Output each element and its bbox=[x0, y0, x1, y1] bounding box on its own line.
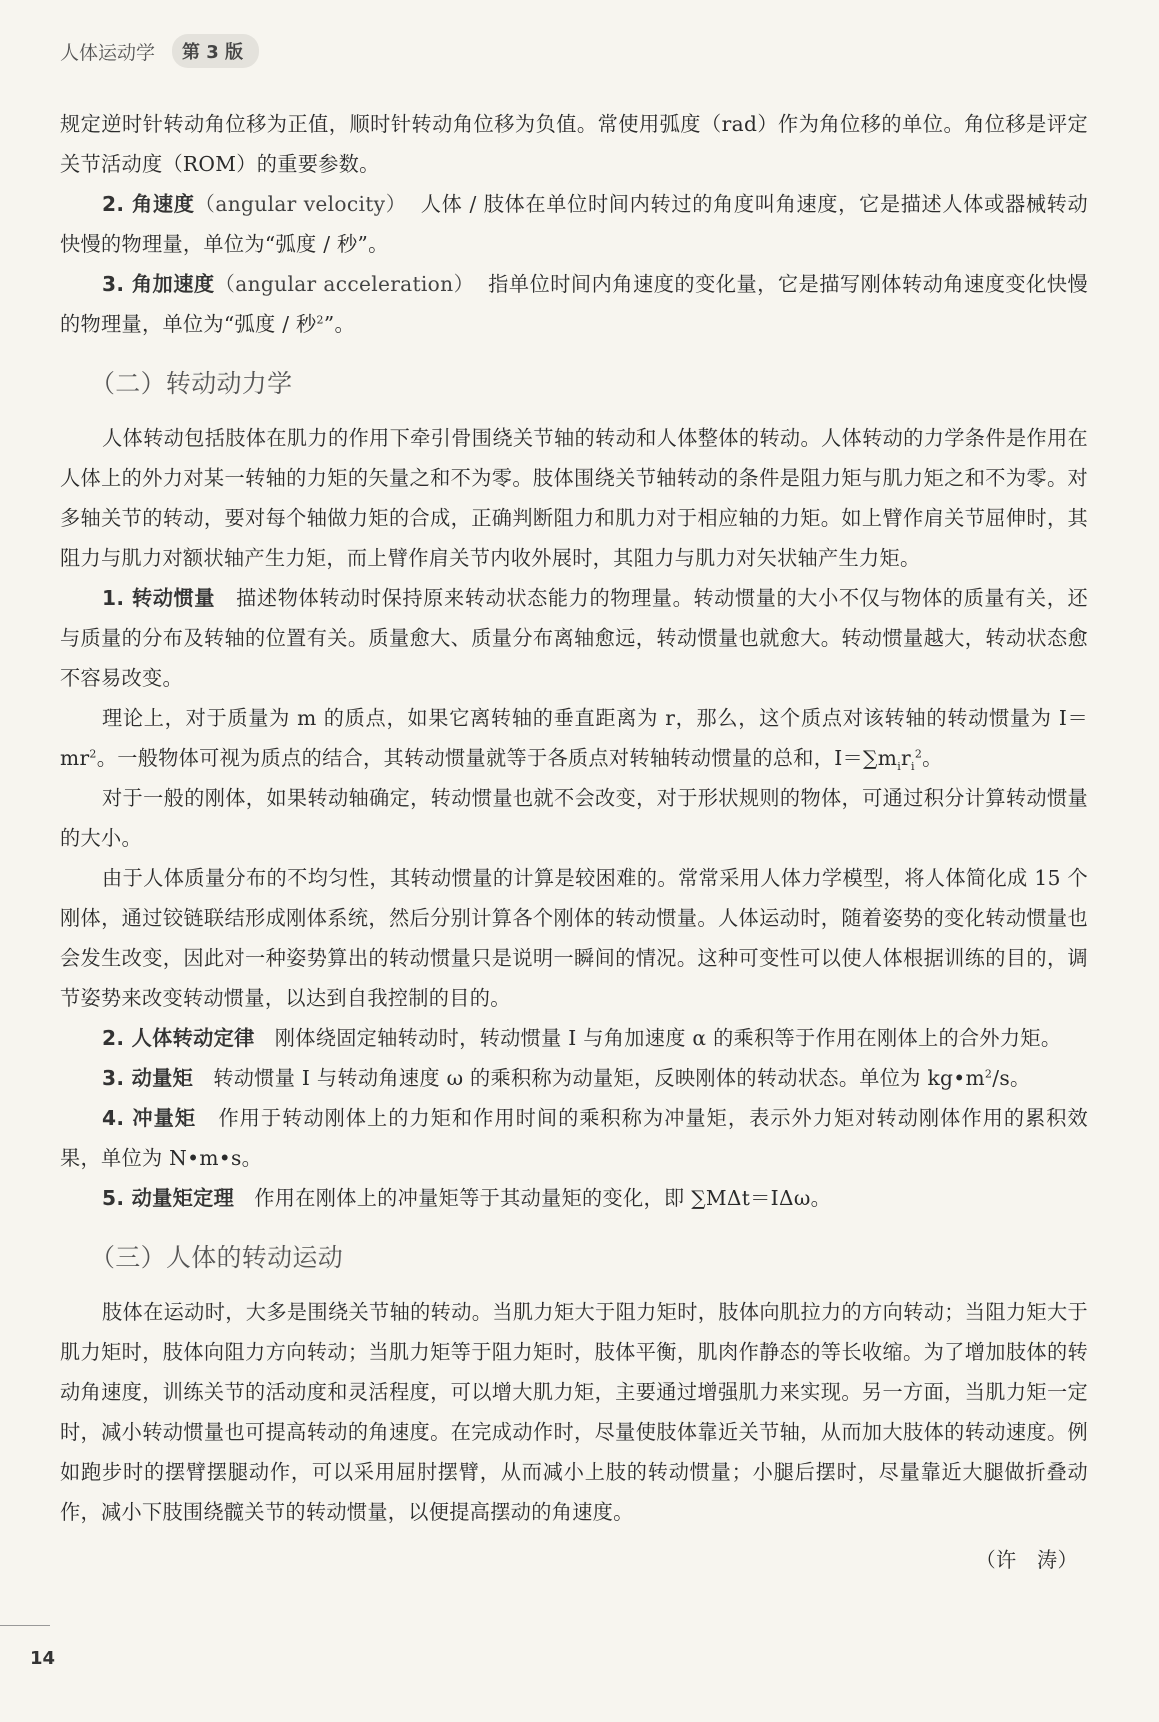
paragraph: 对于一般的刚体，如果转动轴确定，转动惯量也就不会改变，对于形状规则的物体，可通过积分计算转动惯量的大小。 bbox=[60, 786, 1088, 850]
term-heading: 3. 角加速度 bbox=[102, 272, 215, 296]
paragraph-rotation-law: 2. 人体转动定律 刚体绕固定轴转动时，转动惯量 I 与角加速度 α 的乘积等于作用在刚体上的合外力矩。 bbox=[102, 1026, 1062, 1050]
term-heading: 4. 冲量矩 bbox=[102, 1106, 197, 1130]
page-body bbox=[60, 104, 1088, 1580]
term-english: （angular acceleration） bbox=[214, 272, 475, 296]
footer-divider bbox=[0, 1625, 50, 1626]
paragraph-angular-acceleration: 3. 角加速度（angular acceleration） 指单位时间内角速度的变化量，它是描写刚体转动角速度变化快慢的物理量，单位为“弧度 / 秒$^2$”。 bbox=[60, 272, 1088, 336]
term-heading: 1. 转动惯量 bbox=[102, 586, 216, 610]
paragraph: 规定逆时针转动角位移为正值，顺时针转动角位移为负值。常使用弧度（rad）作为角位移的单位。角位移是评定关节活动度（ROM）的重要参数。 bbox=[60, 112, 1088, 176]
paragraph: 人体转动包括肢体在肌力的作用下牵引骨围绕关节轴的转动和人体整体的转动。人体转动的力学条件是作用在人体上的外力对某一转轴的力矩的矢量之和不为零。肢体围绕关节轴转动的条件是阻力矩与肌力矩之和不为零。对多轴关节的转动，要对每个轴做力矩的合成，正确判断阻力和肌力对于相应轴的力矩。如上臂作肩关节屈伸时，其阻力与肌力对额状轴产生力矩，而上臂作肩关节内收外展时，其阻力与肌力对矢状轴产生力矩。 bbox=[60, 426, 1088, 570]
section-heading-rotational-dynamics: （二）转动动力学 bbox=[90, 369, 293, 398]
paragraph-angular-velocity: 2. 角速度（angular velocity） 人体 / 肢体在单位时间内转过的角度叫角速度，它是描述人体或器械转动快慢的物理量，单位为“弧度 / 秒”。 bbox=[60, 192, 1089, 256]
paragraph-angular-impulse: 4. 冲量矩 作用于转动刚体上的力矩和作用时间的乘积称为冲量矩，表示外力矩对转动刚体作用的累积效果，单位为 N•m•s。 bbox=[60, 1106, 1088, 1170]
page-number: 14 bbox=[30, 1648, 56, 1669]
paragraph-momentum-theorem: 5. 动量矩定理 作用在刚体上的冲量矩等于其动量矩的变化，即 ∑MΔt＝IΔω。 bbox=[102, 1186, 832, 1210]
term-heading: 3. 动量矩 bbox=[102, 1066, 194, 1090]
paragraph: 肢体在运动时，大多是围绕关节轴的转动。当肌力矩大于阻力矩时，肢体向肌拉力的方向转动；当阻力矩大于肌力矩时，肢体向阻力方向转动；当肌力矩等于阻力矩时，肢体平衡，肌肉作静态的等长收缩。为了增加肢体的转动角速度，训练关节的活动度和灵活程度，可以增大肌力矩，主要通过增强肌力来实现。另一方面，当肌力矩一定时，减小转动惯量也可提高转动的角速度。在完成动作时，尽量使肢体靠近关节轴，从而加大肢体的转动速度。例如跑步时的摆臂摆腿动作，可以采用屈肘摆臂，从而减小上肢的转动惯量；小腿后摆时，尽量靠近大腿做折叠动作，减小下肢围绕髋关节的转动惯量，以便提高摆动的角速度。 bbox=[60, 1300, 1088, 1524]
author-credit: （许 涛） bbox=[975, 1548, 1078, 1572]
paragraph-formula: 理论上，对于质量为 m 的质点，如果它离转轴的垂直距离为 r，那么，这个质点对该转轴的转动惯量为 $I=mr^2$。一般物体可视为质点的结合，其转动惯量就等于各质点对转轴转动惯量的总和，$I=\sum m_ir_i^2$。 bbox=[60, 706, 1088, 774]
section-heading-rotational-motion: （三）人体的转动运动 bbox=[90, 1243, 344, 1272]
term-heading: 2. 人体转动定律 bbox=[102, 1026, 255, 1050]
book-title: 人体运动学 bbox=[60, 42, 156, 64]
paragraph: 由于人体质量分布的不均匀性，其转动惯量的计算是较困难的。常常采用人体力学模型，将人体简化成 15 个刚体，通过铰链联结形成刚体系统，然后分别计算各个刚体的转动惯量。人体运动时，随着姿势的变化转动惯量也会发生改变，因此对一种姿势算出的转动惯量只是说明一瞬间的情况。这种可变性可以使人体根据训练的目的，调节姿势来改变转动惯量，以达到自我控制的目的。 bbox=[60, 866, 1088, 1010]
paragraph-moment-of-inertia: 1. 转动惯量 描述物体转动时保持原来转动状态能力的物理量。转动惯量的大小不仅与物体的质量有关，还与质量的分布及转轴的位置有关。质量愈大、质量分布离轴愈远，转动惯量也就愈大。转动惯量越大，转动状态愈不容易改变。 bbox=[60, 586, 1088, 690]
term-heading: 2. 角速度 bbox=[102, 192, 195, 216]
edition-badge: 第 3 版 bbox=[172, 34, 259, 68]
term-heading: 5. 动量矩定理 bbox=[102, 1186, 235, 1210]
page-header bbox=[0, 0, 1159, 70]
paragraph-angular-momentum: 3. 动量矩 转动惯量 I 与转动角速度 ω 的乘积称为动量矩，反映刚体的转动状态。单位为 $kg•m^2/s$。 bbox=[102, 1066, 1031, 1090]
term-english: （angular velocity） bbox=[194, 192, 407, 216]
